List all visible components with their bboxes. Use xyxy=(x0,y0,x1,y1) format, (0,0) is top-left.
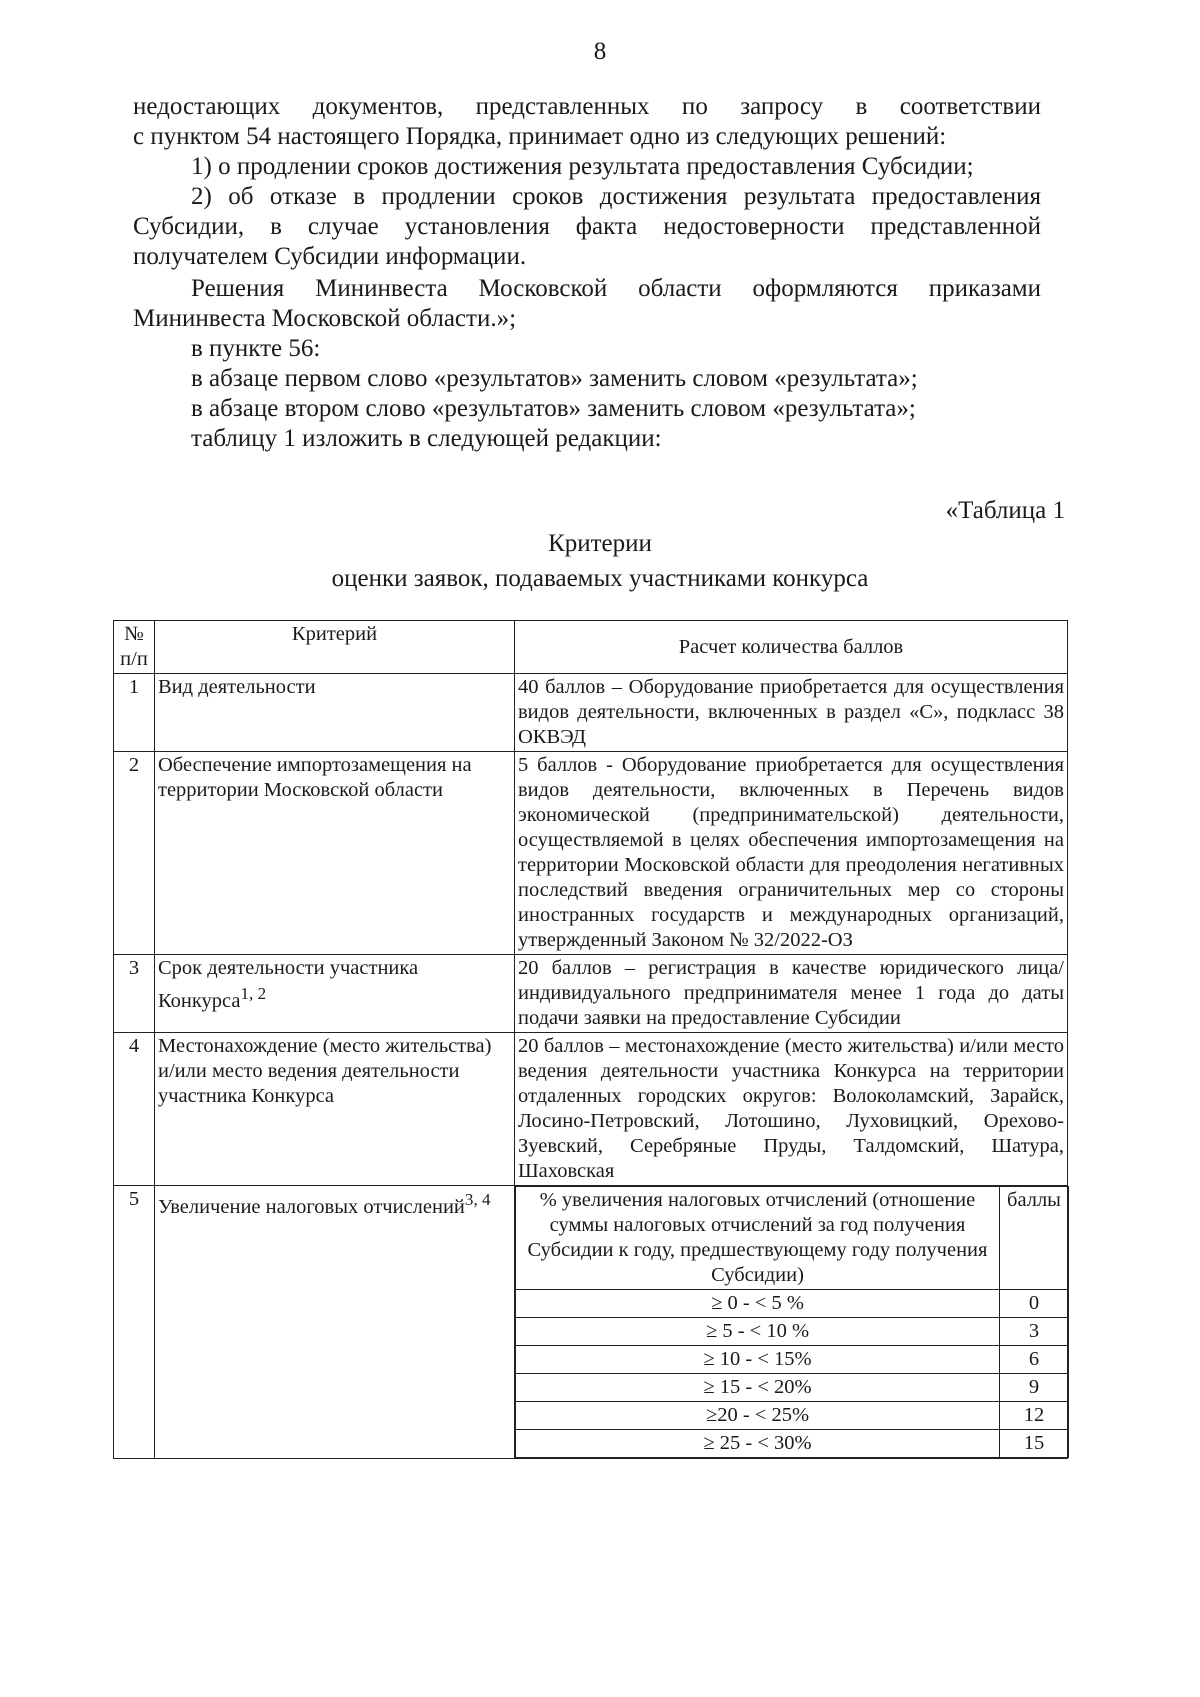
table-subtitle: оценки заявок, подаваемых участниками конкурса xyxy=(331,565,869,592)
table-header-row xyxy=(114,621,1068,674)
page-number: 8 xyxy=(593,38,607,65)
inner-row xyxy=(516,1346,1069,1374)
paragraph-6: в пункте 56: xyxy=(191,335,321,362)
paragraph-8: в абзаце втором слово «результатов» заменить словом «результата»; xyxy=(191,395,916,422)
table-row xyxy=(114,674,1068,752)
row-num: 5 xyxy=(114,1186,155,1459)
inner-row xyxy=(516,1318,1069,1346)
row-criterion xyxy=(155,1186,515,1459)
row-criterion-text: Срок деятельности участника Конкурса xyxy=(158,957,419,1012)
row-criterion: Вид деятельности xyxy=(155,674,515,752)
table-row xyxy=(114,1033,1068,1186)
row-criterion: Местонахождение (место жительства) и/или место ведения деятельности участника Конкурса xyxy=(155,1033,515,1186)
inner-range: ≥ 5 - < 10 % xyxy=(516,1318,1000,1346)
inner-range: ≥ 10 - < 15% xyxy=(516,1346,1000,1374)
row-calc xyxy=(515,1186,1068,1459)
inner-header-points: баллы xyxy=(1000,1187,1069,1290)
inner-points: 0 xyxy=(1000,1290,1069,1318)
table-row xyxy=(114,1186,1068,1459)
row-num: 1 xyxy=(114,674,155,752)
row-calc: 40 баллов – Оборудование приобретается для осуществления видов деятельности, включенных в раздел «С», подкласс 38 ОКВЭД xyxy=(515,674,1068,752)
header-calc: Расчет количества баллов xyxy=(515,621,1068,674)
inner-points: 3 xyxy=(1000,1318,1069,1346)
row-criterion: Обеспечение импортозамещения на территории Московской области xyxy=(155,752,515,955)
row-num: 3 xyxy=(114,955,155,1033)
inner-row xyxy=(516,1430,1069,1458)
inner-points: 9 xyxy=(1000,1374,1069,1402)
row-criterion-text: Увеличение налоговых отчислений xyxy=(158,1195,465,1218)
paragraph-3: 1) о продлении сроков достижения результата предоставления Субсидии; xyxy=(191,153,974,180)
inner-range: ≥ 0 - < 5 % xyxy=(516,1290,1000,1318)
paragraph-4: 2) об отказе в продлении сроков достижения результата предоставления Субсидии, в случае установления факта недостоверности представленной получателем Субсидии информации. xyxy=(133,183,1041,270)
row-calc: 20 баллов – местонахождение (место жительства) и/или место ведения деятельности участника Конкурса на территории отдаленных городских округов: Волоколамский, Зарайск, Лосино-Петровский, Лотошино, Луховицкий, Орехово-Зуевский, Серебряные Пруды, Талдомский, Шатура, Шаховская xyxy=(515,1033,1068,1186)
table-number-label: «Таблица 1 xyxy=(945,497,1065,524)
body-text xyxy=(133,92,1041,454)
table-row xyxy=(114,955,1068,1033)
row-calc: 20 баллов – регистрация в качестве юридического лица/индивидуального предпринимателя менее 1 года до даты подачи заявки на предоставление Субсидии xyxy=(515,955,1068,1033)
inner-points: 15 xyxy=(1000,1430,1069,1458)
table-title: Критерии xyxy=(548,530,652,557)
inner-row xyxy=(516,1290,1069,1318)
inner-range: ≥ 25 - < 30% xyxy=(516,1430,1000,1458)
footnote-ref: 1, 2 xyxy=(240,984,267,1003)
inner-row xyxy=(516,1402,1069,1430)
table-row xyxy=(114,752,1068,955)
header-num: № п/п xyxy=(114,621,155,674)
paragraph-9: таблицу 1 изложить в следующей редакции: xyxy=(191,425,662,452)
header-criterion: Критерий xyxy=(155,621,515,674)
paragraph-7: в абзаце первом слово «результатов» заменить словом «результата»; xyxy=(191,365,918,392)
inner-header-row xyxy=(516,1187,1069,1290)
inner-points: 12 xyxy=(1000,1402,1069,1430)
inner-range: ≥20 - < 25% xyxy=(516,1402,1000,1430)
inner-points: 6 xyxy=(1000,1346,1069,1374)
row-calc: 5 баллов - Оборудование приобретается для осуществления видов деятельности, включенных в Перечень видов экономической (предпринимательской) деятельности, осуществляемой в целях обеспечения импортозамещения на территории Московской области для преодоления негативных последствий введения ограничительных мер со стороны иностранных государств и международных организаций, утвержденный Законом № 32/2022-ОЗ xyxy=(515,752,1068,955)
inner-range: ≥ 15 - < 20% xyxy=(516,1374,1000,1402)
criteria-table xyxy=(113,620,1068,1459)
row-num: 4 xyxy=(114,1033,155,1186)
row-criterion xyxy=(155,955,515,1033)
row-num: 2 xyxy=(114,752,155,955)
paragraph-2: с пунктом 54 настоящего Порядка, принимает одно из следующих решений: xyxy=(133,123,947,150)
paragraph-5: Решения Мининвеста Московской области оформляются приказами Мининвеста Московской области.»; xyxy=(133,275,1041,332)
inner-row xyxy=(516,1374,1069,1402)
tax-increase-table xyxy=(515,1186,1069,1458)
footnote-ref: 3, 4 xyxy=(464,1190,491,1209)
inner-header-pct: % увеличения налоговых отчислений (отношение суммы налоговых отчислений за год получения Субсидии к году, предшествующему году получения Субсидии) xyxy=(516,1187,1000,1290)
paragraph-1: недостающих документов, представленных по запросу в соответствии xyxy=(133,93,1041,120)
